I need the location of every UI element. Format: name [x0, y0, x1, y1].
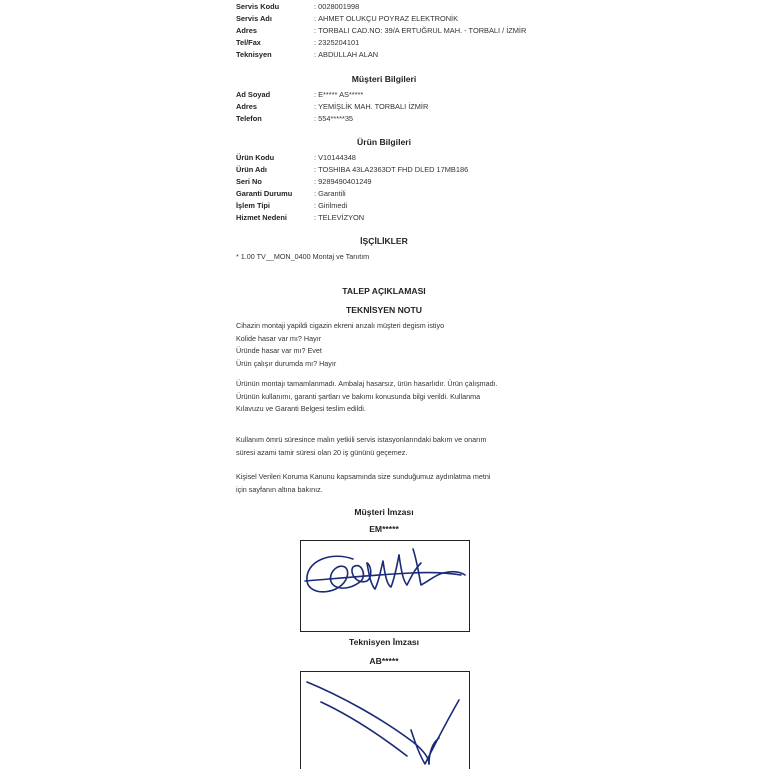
- product-label: Garanti Durumu: [236, 189, 293, 198]
- note-line: Cihazin montaji yapildi cigazin ekreni arızalı müşteri degism istiyo: [236, 321, 445, 330]
- request-title: TALEP AÇIKLAMASI: [342, 286, 426, 296]
- service-label: Adres: [236, 26, 257, 35]
- technician-signature-image: [301, 672, 469, 769]
- kvkk-note-line: için sayfanın altına bakınız.: [236, 484, 323, 494]
- service-label: Servis Kodu: [236, 2, 280, 11]
- installation-note-line: Kılavuzu ve Garanti Belgesi teslim edildi.: [236, 404, 366, 413]
- service-value: 0028001998: [318, 2, 360, 11]
- legal-note-line: süresi azami tamir süresi olan 20 iş gününü geçemez.: [236, 447, 408, 457]
- technician-signature-name: AB*****: [369, 656, 399, 666]
- product-value: TOSHIBA 43LA2363DT FHD DLED 17MB186: [318, 165, 469, 174]
- service-row: Tel/Fax : 2325204101: [236, 38, 360, 47]
- product-row: Ürün Adı : TOSHIBA 43LA2363DT FHD DLED 17MB186: [236, 165, 469, 174]
- technician-signature-title: Teknisyen İmzası: [348, 637, 420, 647]
- customer-signature-box: [300, 540, 470, 632]
- note-line: Ürün çalışır durumda mı? Hayır: [236, 358, 337, 368]
- service-info: [236, 1, 526, 61]
- note-line: Kolide hasar var mı? Hayır: [236, 333, 322, 343]
- labor-item: [236, 251, 532, 264]
- product-label: Seri No: [236, 177, 262, 186]
- installation-note-line: Ürünün kullanımı, garanti şartları ve bakımı konusunda bilgi verildi. Kullanma: [236, 391, 481, 401]
- service-row: Teknisyen : ABDULLAH ALAN: [236, 50, 379, 59]
- product-row: Seri No : 9289490401249: [236, 177, 372, 186]
- product-label: Ürün Adı: [236, 165, 267, 174]
- customer-value: YEMİŞLİK MAH. TORBALI İZMİR: [318, 102, 429, 111]
- service-label: Teknisyen: [236, 50, 272, 59]
- service-label: Servis Adı: [236, 14, 272, 23]
- service-label: Tel/Fax: [236, 38, 261, 47]
- technician-note-title: TEKNİSYEN NOTU: [346, 305, 422, 315]
- legal-note-line: Kullanım ömrü süresince malın yetkili servis istasyonlarındaki bakım ve onarım: [236, 435, 487, 444]
- customer-row: Telefon : 554*****35: [236, 114, 354, 123]
- note-line: Üründe hasar var mı? Evet: [236, 346, 322, 355]
- service-value: TORBALI CAD.NO: 39/A ERTUĞRUL MAH. - TORBALI / İZMİR: [318, 26, 527, 35]
- product-value: TELEVİZYON: [318, 213, 365, 222]
- service-value: 2325204101: [318, 38, 360, 47]
- installation-note-line: Ürünün montajı tamamlanmadı. Ambalaj hasarsız, ürün hasarlıdır. Ürün çalışmadı.: [236, 379, 498, 388]
- service-row: Servis Kodu : 0028001998: [236, 2, 360, 11]
- customer-label: Adres: [236, 102, 257, 111]
- customer-info: [236, 89, 428, 125]
- kvkk-note: [236, 471, 532, 496]
- product-value: Girilmedi: [318, 201, 348, 210]
- customer-signature-image: [301, 541, 469, 631]
- product-label: Hizmet Nedeni: [236, 213, 287, 222]
- technician-note: [236, 320, 532, 370]
- service-value: ABDULLAH ALAN: [318, 50, 379, 59]
- product-section-title: Ürün Bilgileri: [357, 137, 411, 147]
- product-value: 9289490401249: [318, 177, 372, 186]
- customer-signature-name: EM*****: [369, 524, 399, 534]
- product-label: Ürün Kodu: [236, 153, 275, 162]
- installation-note: [236, 378, 532, 416]
- customer-label: Ad Soyad: [236, 90, 271, 99]
- product-value: V10144348: [318, 153, 356, 162]
- customer-value: 554*****35: [318, 114, 354, 123]
- customer-label: Telefon: [236, 114, 262, 123]
- service-value: AHMET OLUKÇU POYRAZ ELEKTRONİK: [318, 14, 459, 23]
- customer-row: Ad Soyad : E***** AS*****: [236, 90, 364, 99]
- legal-note: [236, 434, 532, 459]
- customer-row: Adres : YEMİŞLİK MAH. TORBALI İZMİR: [236, 102, 429, 111]
- labor-item-text: * 1.00 TV__MON_0400 Montaj ve Tanıtım: [236, 252, 370, 261]
- labor-section-title: İŞÇİLİKLER: [360, 236, 408, 246]
- customer-signature-title: Müşteri İmzası: [354, 507, 414, 517]
- technician-signature-box: [300, 671, 470, 769]
- customer-value: E***** AS*****: [318, 90, 364, 99]
- product-row: Hizmet Nedeni : TELEVİZYON: [236, 213, 365, 222]
- customer-section-title: Müşteri Bilgileri: [351, 74, 417, 84]
- product-row: Ürün Kodu : V10144348: [236, 153, 356, 162]
- service-row: Adres : TORBALI CAD.NO: 39/A ERTUĞRUL MAH. - TORBALI / İZMİR: [236, 26, 527, 35]
- kvkk-note-line: Kişisel Verileri Koruma Kanunu kapsamında size sunduğumuz aydınlatma metni: [236, 472, 491, 481]
- product-label: İşlem Tipi: [236, 201, 270, 210]
- product-row: Garanti Durumu : Garantili: [236, 189, 346, 198]
- product-row: İşlem Tipi : Girilmedi: [236, 201, 348, 210]
- product-value: Garantili: [318, 189, 346, 198]
- product-info: [236, 152, 468, 224]
- service-row: Servis Adı : AHMET OLUKÇU POYRAZ ELEKTRONİK: [236, 14, 459, 23]
